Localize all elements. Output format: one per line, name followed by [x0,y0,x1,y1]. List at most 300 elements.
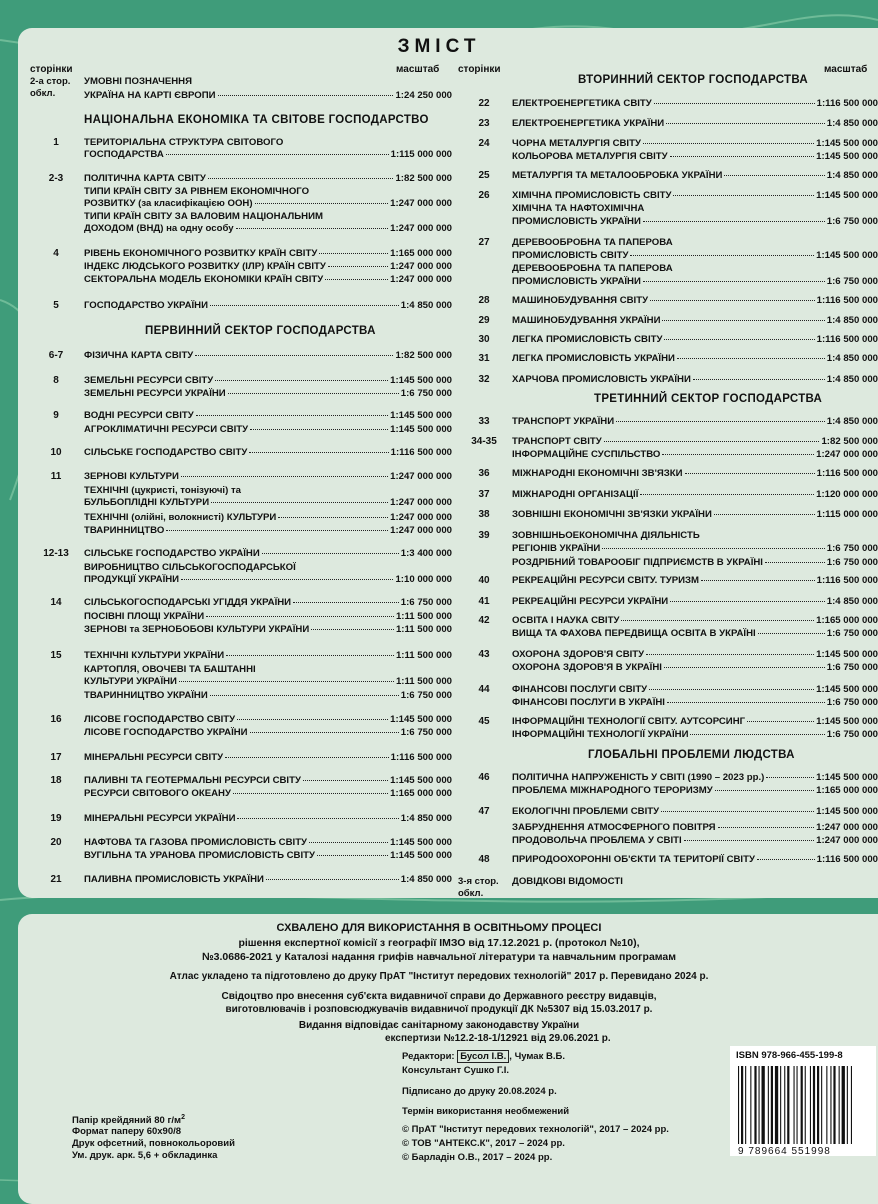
leader-dots [278,517,388,518]
entry-scale: 1:120 000 000 [816,489,878,500]
leader-dots [690,734,824,735]
entry-scale: 1:6 750 000 [400,690,452,701]
entry-title: ЗЕМЕЛЬНІ РЕСУРСИ УКРАЇНИ [84,388,226,399]
scale-header-right: масштаб [824,64,868,75]
contents-entry [512,649,878,661]
contents-entry [512,353,878,365]
page-number: 41 [478,596,490,607]
entry-scale: 1:11 500 000 [395,676,452,687]
contents-entry [84,173,452,185]
contents-entry [512,276,878,288]
paper-info: Папір крейдяний 80 $г/м^2$ [72,1114,185,1127]
contents-entry [512,785,878,797]
contents-entry [84,752,452,764]
entry-title: МАШИНОБУДУВАННЯ УКРАЇНИ [512,315,661,326]
leader-dots [715,790,814,791]
entry-scale: 1:247 000 000 [816,835,878,846]
page-number: 6-7 [48,350,64,361]
contents-entry [512,716,878,728]
entry-scale: 1:3 400 000 [400,548,452,559]
entry-scale: 1:4 850 000 [400,874,452,885]
leader-dots [237,719,388,720]
page-number: 37 [478,489,490,500]
page-number: 11 [50,471,62,482]
entry-title: ЕЛЕКТРОЕНЕРГЕТИКА СВІТУ [512,98,652,109]
entry-title: ХАРЧОВА ПРОМИСЛОВІСТЬ УКРАЇНИ [512,374,691,385]
leader-dots [293,602,399,603]
entry-scale: 1:247 000 000 [816,822,878,833]
entry-title: ФІНАНСОВІ ПОСЛУГИ В УКРАЇНІ [512,697,665,708]
entry-title: КАРТОПЛЯ, ОВОЧЕВІ ТА БАШТАННІ [84,664,256,675]
entry-scale: 1:145 500 000 [390,714,452,725]
contents-entry [512,697,878,709]
entry-title: ПРОМИСЛОВІСТЬ СВІТУ [512,250,629,261]
leader-dots [664,667,825,668]
leader-dots [621,620,814,621]
leader-dots [685,473,815,474]
entry-title: ПАЛИВНІ ТА ГЕОТЕРМАЛЬНІ РЕСУРСИ СВІТУ [84,775,301,786]
consultant-line: Консультант Сушко Г.І. [402,1065,510,1076]
contents-entry [84,375,452,387]
contents-entry [84,90,452,102]
page-number: 32 [478,374,490,385]
leader-dots [724,175,824,176]
entry-scale: 1:82 500 000 [395,173,452,184]
page-number: 39 [478,530,490,541]
leader-dots [211,502,388,503]
page-number: 15 [50,650,62,661]
leader-dots [643,281,825,282]
entry-title: ЛЕГКА ПРОМИСЛОВІСТЬ СВІТУ [512,334,663,345]
entry-title: МЕТАЛУРГІЯ ТА МЕТАЛООБРОБКА УКРАЇНИ [512,170,723,181]
entry-scale: 1:116 500 000 [816,854,878,865]
entry-title: ПОЛІТИЧНА КАРТА СВІТУ [84,173,206,184]
entry-title: ДОХОДОМ (ВНД) на одну особу [84,223,234,234]
contents-entry [84,874,452,886]
entry-scale: 1:6 750 000 [826,628,878,639]
leader-dots [225,757,389,758]
contents-entry [512,835,878,847]
editors-label: Редактори: [402,1051,455,1062]
editors-rest: , Чумак В.Б. [509,1051,565,1062]
approval-heading: СХВАЛЕНО ДЛЯ ВИКОРИСТАННЯ В ОСВІТНЬОМУ ПРОЦЕСІ [276,922,602,934]
page-number: 34-35 [471,436,497,447]
contents-entry [84,664,452,676]
entry-scale: 1:247 000 000 [390,512,452,523]
page-number: 10 [50,447,62,458]
entry-title: УМОВНІ ПОЗНАЧЕННЯ [84,76,192,87]
contents-entry [84,813,452,825]
contents-entry [512,416,878,428]
page-number: 20 [50,837,62,848]
page-number: 47 [478,806,490,817]
entry-scale: 1:6 750 000 [400,727,452,738]
approval-catalog: №3.0686-2021 у Каталозі надання грифів навчальної літератури та навчальним програмам [201,951,677,963]
leader-dots [317,855,388,856]
page-number: 40 [478,575,490,586]
entry-scale: 1:6 750 000 [400,388,452,399]
contents-entry [512,575,878,587]
leader-dots [643,221,825,222]
entry-title: МІЖНАРОДНІ ЕКОНОМІЧНІ ЗВ'ЯЗКИ [512,468,683,479]
entry-scale: 1:4 850 000 [400,300,452,311]
entry-title: ЕКОЛОГІЧНІ ПРОБЛЕМИ СВІТУ [512,806,660,817]
contents-entry [512,250,878,262]
leader-dots [670,601,825,602]
page-number: 5 [53,300,59,311]
leader-dots [319,253,388,254]
entry-title: ЗЕМЕЛЬНІ РЕСУРСИ СВІТУ [84,375,214,386]
entry-scale: 1:6 750 000 [826,729,878,740]
entry-title: ТРАНСПОРТ СВІТУ [512,436,602,447]
entry-title: ВИРОБНИЦТВО СІЛЬСЬКОГОСПОДАРСЬКОЇ [84,562,296,573]
entry-scale: 1:145 500 000 [816,806,878,817]
leader-dots [250,732,399,733]
copyright-2: © ТОВ "АНТЕКС.К", 2017 – 2024 рр. [402,1138,565,1149]
entry-scale: 1:4 850 000 [826,170,878,181]
contents-entry [84,562,452,574]
contents-entry [84,548,452,560]
contents-entry [84,261,452,273]
cover-page-note-right: 3-я стор. обкл. [458,876,499,899]
entry-scale: 1:10 000 000 [395,574,452,585]
contents-entry [512,449,878,461]
page-number: 43 [478,649,490,660]
page-number: 31 [478,353,490,364]
section-heading-secondary-sector: ВТОРИННИЙ СЕКТОР ГОСПОДАРСТВА [578,74,808,86]
entry-title: ЕЛЕКТРОЕНЕРГЕТИКА УКРАЇНИ [512,118,665,129]
entry-scale: 1:6 750 000 [826,557,878,568]
leader-dots [311,629,394,630]
entry-title: РЕКРЕАЦІЙНІ РЕСУРСИ СВІТУ. ТУРИЗМ [512,575,700,586]
entry-title: ПОЛІТИЧНА НАПРУЖЕНІСТЬ У СВІТІ (1990 – 2023 рр.) [512,772,765,783]
leader-dots [677,358,825,359]
entry-title: УКРАЇНА НА КАРТІ ЄВРОПИ [84,90,216,101]
page-number: 26 [478,190,490,201]
leader-dots [218,95,394,96]
leader-dots [673,195,814,196]
page-number: 29 [478,315,490,326]
entry-scale: 1:165 000 000 [816,785,878,796]
prepared-note: Атлас укладено та підготовлено до друку ПрАТ "Інститут передових технологій" 2017 р. Перевидано 2024 р. [169,971,709,982]
leader-dots [237,818,398,819]
contents-entry [512,374,878,386]
contents-entry [512,334,878,346]
leader-dots [250,429,388,430]
entry-scale: 1:247 000 000 [390,198,452,209]
leader-dots [226,655,394,656]
entry-scale: 1:247 000 000 [390,223,452,234]
leader-dots [233,793,388,794]
leader-dots [208,178,394,179]
contents-entry [512,557,878,569]
entry-scale: 1:116 500 000 [816,295,878,306]
page-number: 8 [53,375,59,386]
section-heading-tertiary-sector: ТРЕТИННИЙ СЕКТОР ГОСПОДАРСТВА [594,393,823,405]
contents-entry [512,295,878,307]
contents-entry [512,138,878,150]
barcode-area [730,1046,876,1156]
entry-title: МІЖНАРОДНІ ОРГАНІЗАЦІЇ [512,489,639,500]
page-number: 46 [478,772,490,783]
leader-dots [210,305,399,306]
term-line: Термін використання необмежений [402,1106,570,1117]
leader-dots [693,379,825,380]
contents-entry [512,822,878,834]
entry-title: ПРИРОДООХОРОННІ ОБ'ЄКТИ ТА ТЕРИТОРІЇ СВІТУ [512,854,755,865]
entry-title: ГОСПОДАРСТВО УКРАЇНИ [84,300,209,311]
page-number: 9 [53,410,59,421]
page-number: 33 [478,416,490,427]
contents-entry [512,237,878,249]
leader-dots [654,103,815,104]
entry-scale: 1:145 500 000 [816,684,878,695]
entry-scale: 1:145 500 000 [816,250,878,261]
page-number: 17 [50,752,62,763]
entry-scale: 1:145 500 000 [816,151,878,162]
leader-dots [179,681,394,682]
leader-dots [262,553,399,554]
entry-scale: 1:82 500 000 [821,436,878,447]
contents-entry [84,76,452,88]
entry-scale: 1:6 750 000 [826,543,878,554]
contents-entry [512,436,878,448]
isbn-label: ISBN 978-966-455-199-8 [736,1050,843,1061]
leader-dots [602,548,824,549]
entry-title: РЕГІОНІВ УКРАЇНИ [512,543,601,554]
leader-dots [309,842,388,843]
entry-scale: 1:4 850 000 [826,374,878,385]
entry-scale: 1:4 850 000 [826,596,878,607]
leader-dots [181,476,388,477]
certificate-line-2: виготовлювачів і розповсюджувачів видавничої продукції ДК №5307 від 15.03.2017 р. [225,1004,653,1015]
contents-entry [512,216,878,228]
entry-title: ОХОРОНА ЗДОРОВ'Я В УКРАЇНІ [512,662,662,673]
leader-dots [303,780,388,781]
page-number: 27 [478,237,490,248]
sheets-info: Ум. друк. арк. 5,6 + обкладинка [72,1150,218,1161]
leader-dots [166,154,389,155]
page-number: 28 [478,295,490,306]
contents-entry [84,624,452,636]
print-info: Друк офсетний, повнокольоровий [72,1138,235,1149]
contents-entry [512,190,878,202]
contents-entry [84,611,452,623]
leader-dots [714,514,815,515]
entry-title: АГРОКЛІМАТИЧНІ РЕСУРСИ СВІТУ [84,424,249,435]
pages-header-left: сторінки [30,64,73,75]
leader-dots [666,123,825,124]
entry-title: ЗЕРНОВІ КУЛЬТУРИ [84,471,179,482]
contents-entry [84,186,452,198]
leader-dots [328,266,388,267]
contents-entry [512,729,878,741]
page-number: 18 [50,775,62,786]
entry-title: ІНФОРМАЦІЙНІ ТЕХНОЛОГІЇ СВІТУ. АУТСОРСИНГ [512,716,746,727]
entry-title: ЛІСОВЕ ГОСПОДАРСТВО УКРАЇНИ [84,727,248,738]
leader-dots [758,633,825,634]
leader-dots [181,579,393,580]
leader-dots [662,454,814,455]
entry-title: КОЛЬОРОВА МЕТАЛУРГІЯ СВІТУ [512,151,668,162]
entry-title: ТИПИ КРАЇН СВІТУ ЗА ВАЛОВИМ НАЦІОНАЛЬНИМ [84,211,323,222]
entry-title: ЗОВНІШНІ ЕКОНОМІЧНІ ЗВ'ЯЗКИ УКРАЇНИ [512,509,712,520]
contents-entry [84,198,452,210]
page-number: 23 [478,118,490,129]
page-number: 1 [53,137,59,148]
contents-entry [84,388,452,400]
page-number: 30 [478,334,490,345]
entry-title: МАШИНОБУДУВАННЯ СВІТУ [512,295,649,306]
entry-title: МІНЕРАЛЬНІ РЕСУРСИ УКРАЇНИ [84,813,236,824]
leader-dots [215,380,388,381]
entry-scale: 1:145 500 000 [390,837,452,848]
contents-entry [512,772,878,784]
entry-title: ПРОМИСЛОВІСТЬ УКРАЇНИ [512,216,641,227]
contents-entry [512,468,878,480]
contents-entry [84,775,452,787]
contents-entry [512,263,878,275]
page-number: 2-3 [48,173,64,184]
entry-scale: 1:6 750 000 [826,216,878,227]
leader-dots [236,228,389,229]
leader-dots [757,859,815,860]
entry-title: СІЛЬСЬКОГОСПОДАРСЬКІ УГІДДЯ УКРАЇНИ [84,597,292,608]
entry-scale: 1:145 500 000 [816,772,878,783]
leader-dots [325,279,388,280]
contents-entry [512,596,878,608]
leader-dots [195,355,393,356]
leader-dots [661,811,814,812]
contents-entry [84,137,452,149]
entry-title: ТИПИ КРАЇН СВІТУ ЗА РІВНЕМ ЕКОНОМІЧНОГО [84,186,310,197]
leader-dots [646,654,814,655]
page-number: 44 [478,684,490,695]
contents-entry [512,315,878,327]
entry-scale: 1:4 850 000 [826,416,878,427]
page-number: 4 [53,248,59,259]
sanitary-line-2: експертизи №12.2-18-1/12921 від 29.06.2021 р. [385,1033,611,1044]
contents-entry [84,525,452,537]
entry-title: ТЕХНІЧНІ КУЛЬТУРИ УКРАЇНИ [84,650,225,661]
entry-title: РОЗДРІБНИЙ ТОВАРООБІГ ПІДПРИЄМСТВ В УКРАЇНІ [512,557,763,568]
entry-title: БУЛЬБОПЛІДНІ КУЛЬТУРИ [84,497,210,508]
entry-title: КУЛЬТУРИ УКРАЇНИ [84,676,177,687]
entry-title: ПРОБЛЕМА МІЖНАРОДНОГО ТЕРОРИЗМУ [512,785,713,796]
leader-dots [684,840,814,841]
entry-title: ВИЩА ТА ФАХОВА ПЕРЕДВИЩА ОСВІТА В УКРАЇНІ [512,628,756,639]
leader-dots [640,494,814,495]
entry-title: ТЕХНІЧНІ (цукристі, тонізуючі) та [84,485,241,496]
leader-dots [604,441,820,442]
entry-title: ЗОВНІШНЬОЕКОНОМІЧНА ДІЯЛЬНІСТЬ [512,530,700,541]
contents-entry [84,837,452,849]
entry-scale: 1:247 000 000 [390,471,452,482]
contents-entry [84,300,452,312]
entry-title: ДЕРЕВООБРОБНА ТА ПАПЕРОВА [512,263,673,274]
entry-title: ЗЕРНОВІ та ЗЕРНОБОБОВІ КУЛЬТУРИ УКРАЇНИ [84,624,310,635]
entry-scale: 1:116 500 000 [390,752,452,763]
entry-title: ВУГІЛЬНА ТА УРАНОВА ПРОМИСЛОВІСТЬ СВІТУ [84,850,315,861]
page-number: 16 [50,714,62,725]
entry-scale: 1:247 000 000 [390,525,452,536]
leader-dots [670,156,814,157]
page-number: 38 [478,509,490,520]
entry-scale: 1:145 500 000 [816,138,878,149]
contents-entry [84,410,452,422]
entry-title: ПРОМИСЛОВІСТЬ УКРАЇНИ [512,276,641,287]
leader-dots [662,320,824,321]
entry-scale: 1:145 500 000 [390,850,452,861]
entry-scale: 1:165 000 000 [390,248,452,259]
format-info: Формат паперу 60х90/8 [72,1126,182,1137]
entry-title: ПАЛИВНА ПРОМИСЛОВІСТЬ УКРАЇНИ [84,874,264,885]
entry-title: ЛЕГКА ПРОМИСЛОВІСТЬ УКРАЇНИ [512,353,675,364]
contents-entry [84,690,452,702]
contents-entry [512,684,878,696]
entry-scale: 1:116 500 000 [816,98,878,109]
leader-dots [643,143,814,144]
entry-title: ОХОРОНА ЗДОРОВ'Я СВІТУ [512,649,645,660]
page-number: 36 [478,468,490,479]
page-number: 19 [50,813,62,824]
entry-scale: 1:115 000 000 [390,149,452,160]
leader-dots [650,300,815,301]
contents-entry [84,274,452,286]
entry-scale: 1:247 000 000 [390,261,452,272]
contents-entry [84,471,452,483]
contents-entry [84,350,452,362]
entry-scale: 1:145 500 000 [390,375,452,386]
leader-dots [766,777,814,778]
entry-title: ЛІСОВЕ ГОСПОДАРСТВО СВІТУ [84,714,236,725]
leader-dots [210,695,399,696]
entry-scale: 1:4 850 000 [400,813,452,824]
contents-entry [512,628,878,640]
entry-title: ІНФОРМАЦІЙНЕ СУСПІЛЬСТВО [512,449,661,460]
leader-dots [718,827,815,828]
contents-entry [84,447,452,459]
entry-scale: 1:145 500 000 [390,424,452,435]
entry-scale: 1:145 500 000 [816,190,878,201]
leader-dots [255,203,389,204]
contents-entry [512,118,878,130]
entry-scale: 1:116 500 000 [816,575,878,586]
leader-dots [630,255,814,256]
entry-title: ІНДЕКС ЛЮДСЬКОГО РОЗВИТКУ (ІЛР) КРАЇН СВІТУ [84,261,326,272]
entry-title: ТЕРИТОРІАЛЬНА СТРУКТУРА СВІТОВОГО [84,137,284,148]
entry-title: СІЛЬСЬКЕ ГОСПОДАРСТВО УКРАЇНИ [84,548,260,559]
contents-entry [84,597,452,609]
certificate-line-1: Свідоцтво про внесення суб'єкта видавничої справи до Державного реєстру видавців, [221,991,657,1002]
entry-title: СЕКТОРАЛЬНА МОДЕЛЬ ЕКОНОМІКИ КРАЇН СВІТУ [84,274,324,285]
entry-title: ВОДНІ РЕСУРСИ СВІТУ [84,410,194,421]
entry-title: ТЕХНІЧНІ (олійні, волокнисті) КУЛЬТУРИ [84,512,277,523]
entry-title: РЕСУРСИ СВІТОВОГО ОКЕАНУ [84,788,231,799]
section-heading-global-problems: ГЛОБАЛЬНІ ПРОБЛЕМИ ЛЮДСТВА [588,749,795,761]
entry-scale: 1:247 000 000 [816,449,878,460]
contents-entry [84,512,452,524]
entry-title: ФІЗИЧНА КАРТА СВІТУ [84,350,194,361]
barcode-image [730,1046,876,1156]
contents-entry [512,543,878,555]
sanitary-line-1: Видання відповідає санітарному законодавству України [298,1020,580,1031]
entry-scale: 1:145 500 000 [816,649,878,660]
section-heading-primary-sector: ПЕРВИННИЙ СЕКТОР ГОСПОДАРСТВА [145,325,376,337]
entry-title: СІЛЬСЬКЕ ГОСПОДАРСТВО СВІТУ [84,447,248,458]
entry-title: ДОВІДКОВІ ВІДОМОСТІ [512,876,623,887]
entry-title: ПРОДУКЦІЇ УКРАЇНИ [84,574,180,585]
